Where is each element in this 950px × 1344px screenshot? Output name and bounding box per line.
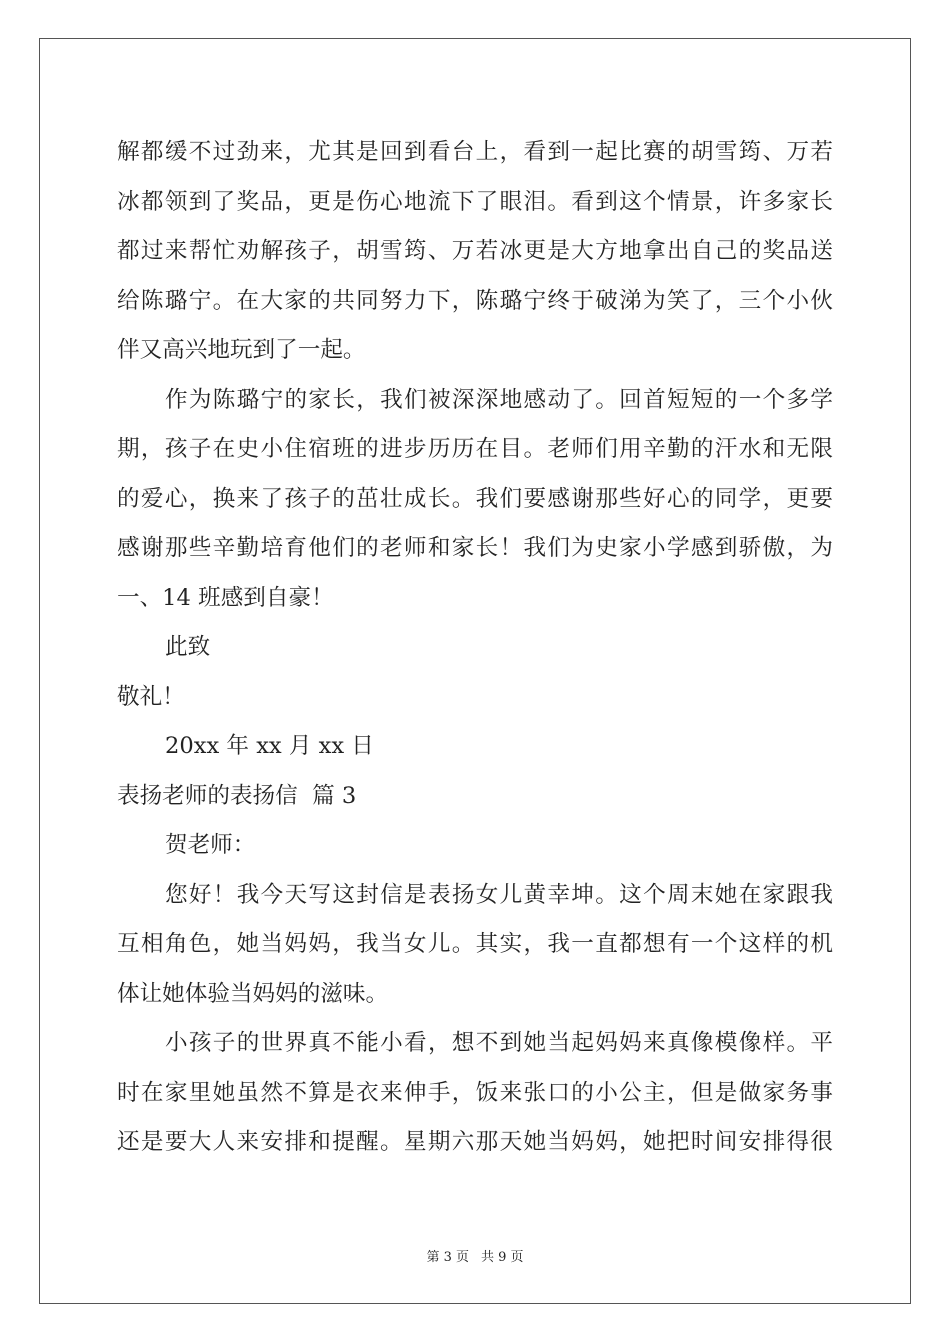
text-line: 解都缓不过劲来，尤其是回到看台上，看到一起比赛的胡雪筠、万若 [117,139,833,165]
greeting: 贺老师： [165,832,256,858]
text-line: 冰都领到了奖品，更是伤心地流下了眼泪。看到这个情景，许多家长 [117,188,833,215]
text-line: 期，孩子在史小住宿班的进步历历在目。老师们用辛勤的汗水和无限 [117,436,833,462]
paragraph-3 [117,871,833,1020]
paragraph-1 [117,128,833,376]
text-line: 时在家里她虽然不算是衣来伸手，饭来张口的小公主，但是做家务事 [117,1079,833,1106]
text-line: 小孩子的世界真不能小看，想不到她当起妈妈来真像模像样。平 [165,1030,833,1056]
text-line: 还是要大人来安排和提醒。星期六那天她当妈妈，她把时间安排得很 [117,1129,833,1155]
closing-salutation: 此致 [165,634,211,660]
text-line: 互相角色，她当妈妈，我当女儿。其实，我一直都想有一个这样的机 [117,931,833,957]
text-line: 一、14 班感到自豪！ [117,584,334,611]
text-line: 体让她体验当妈妈的滋味。 [117,980,389,1007]
letter-date: 20xx 年 xx 月 xx 日 [165,733,374,759]
closing-respect: 敬礼！ [117,683,185,710]
text-line: 都过来帮忙劝解孩子，胡雪筠、万若冰更是大方地拿出自己的奖品送 [117,238,833,264]
text-line: 感谢那些辛勤培育他们的老师和家长！我们为史家小学感到骄傲，为 [117,535,833,561]
paragraph-2 [117,376,833,624]
page-number: 第 3 页 [426,1250,469,1265]
text-line: 作为陈璐宁的家长，我们被深深地感动了。回首短短的一个多学 [165,386,833,413]
page-total: 共 9 页 [481,1250,524,1265]
paragraph-4 [117,1019,833,1168]
section-title: 表扬老师的表扬信 篇 3 [117,782,357,809]
document-body [117,128,833,1168]
text-line: 伴又高兴地玩到了一起。 [117,337,366,363]
text-line: 的爱心，换来了孩子的茁壮成长。我们要感谢那些好心的同学，更要 [117,485,833,512]
page-footer [0,1246,950,1265]
text-line: 您好！我今天写这封信是表扬女儿黄幸坤。这个周末她在家跟我 [165,881,833,908]
text-line: 给陈璐宁。在大家的共同努力下，陈璐宁终于破涕为笑了，三个小伙 [117,287,833,314]
